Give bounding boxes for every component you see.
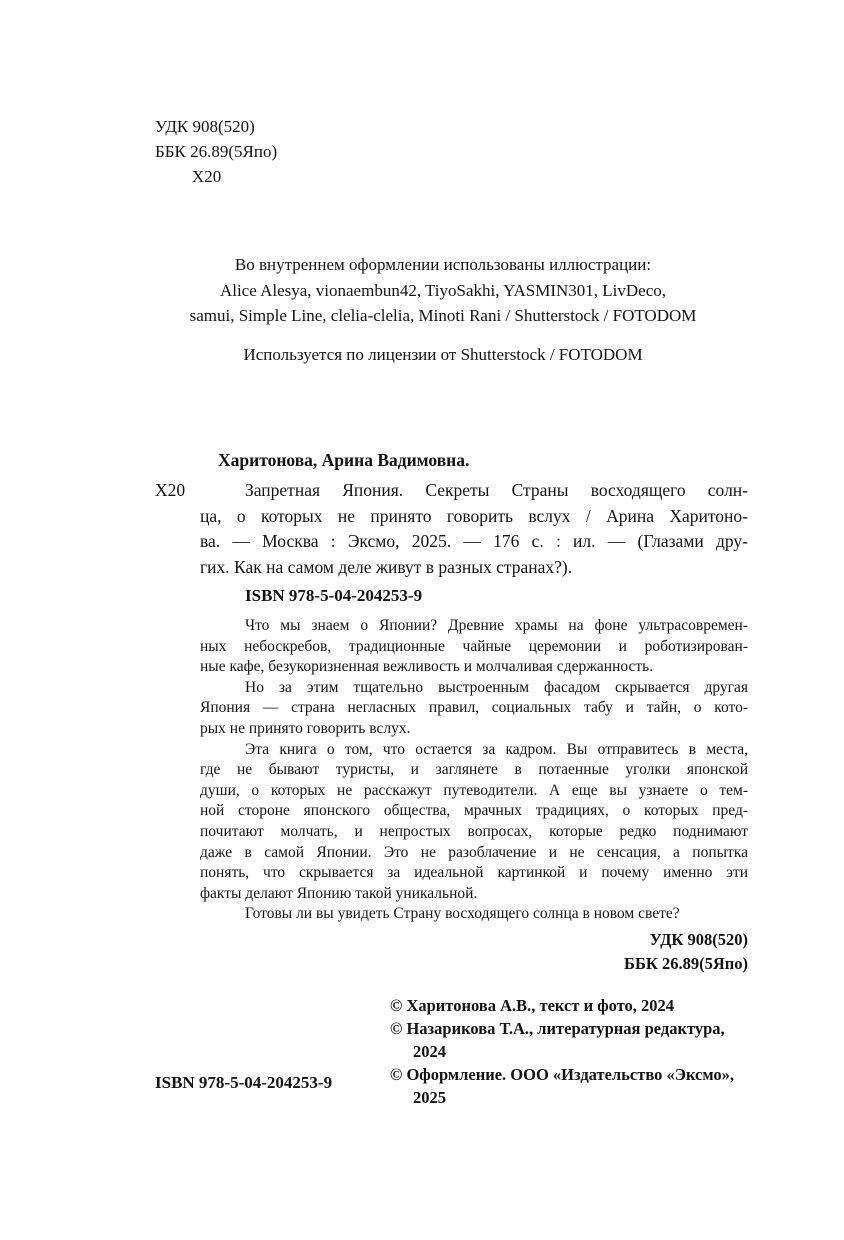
isbn-middle: ISBN 978-5-04-204253-9 [245, 586, 423, 605]
annotation-line: ных небоскребов, традиционные чайные церемонии и роботизирован- [200, 637, 748, 655]
credit-line: Alice Alesya, vionaembun42, TiyoSakhi, YASMIN301, LivDeco, [219, 280, 667, 300]
annotation-line: Что мы знаем о Японии? Древние храмы на фоне ультрасовремен- [245, 617, 748, 634]
bottom-classification [200, 928, 748, 976]
copyright-entry [390, 1063, 755, 1109]
bib-line: ва. — Москва : Эксмо, 2025. — 176 с. : ил. — (Глазами дру- [200, 531, 748, 552]
bib-line: гих. Как на самом деле живут в разных странах?). [200, 557, 573, 578]
license-line: Используется по лицензии от Shutterstock / FOTODOM [243, 344, 643, 364]
author-sign-top: Х20 [192, 167, 222, 186]
margin-author-sign: Х20 [155, 479, 186, 500]
annotation-line: души, о которых не расскажут путеводители. А еще вы узнаете о тем- [200, 781, 748, 799]
copyright-entry [390, 994, 755, 1017]
annotation-line: Готовы ли вы увидеть Страну восходящего солнца в новом свете? [245, 905, 680, 923]
credit-line: samui, Simple Line, clelia-clelia, Minoti Rani / Shutterstock / FOTODOM [189, 306, 697, 325]
annotation-line: понять, что скрывается за идеальной картинкой и почему именно эти [200, 864, 748, 882]
annotation-line: Япония — страна негласных правил, социальных табу и тайн, о кото- [200, 699, 748, 717]
top-classification [155, 114, 277, 189]
copyright-entry [390, 1017, 755, 1063]
bib-line: ца, о которых не принято говорить вслух / Арина Харитоно- [200, 505, 748, 526]
annotation-line: ные кафе, безукоризненная вежливость и молчаливая сдержанность. [200, 658, 654, 676]
annotation-line: рых не принято говорить вслух. [200, 719, 411, 737]
illustration-credits [110, 252, 776, 367]
bbk-bottom: ББК 26.89(5Япо) [624, 954, 748, 973]
annotation-line: где не бывают туристы, и заглянете в потаенные уголки японской [200, 761, 748, 779]
bibliographic-entry [155, 448, 748, 581]
annotation-line: ной стороне японского общества, мрачных традициях, о которых пред- [200, 802, 748, 820]
copyright-continuation: 2025 [413, 1088, 446, 1107]
annotation-line: Эта книга о том, что остается за кадром. Вы отправитесь в места, [245, 740, 748, 758]
bbk-top: ББК 26.89(5Япо) [155, 142, 278, 161]
copyright-continuation: 2024 [413, 1042, 446, 1061]
udk-top: УДК 908(520) [155, 117, 255, 136]
annotation [200, 616, 748, 925]
annotation-line: даже в самой Японии. Это не разоблачение и не сенсация, а попытка [200, 843, 748, 861]
copyright-line: © Назарикова Т.А., литературная редактура, [390, 1019, 725, 1038]
udk-bottom: УДК 908(520) [649, 930, 748, 949]
copyright-line: © Харитонова А.В., текст и фото, 2024 [390, 996, 675, 1015]
copyright-block [390, 994, 755, 1109]
annotation-line: Но за этим тщательно выстроенным фасадом скрывается другая [245, 678, 748, 696]
credit-line: Во внутреннем оформлении использованы иллюстрации: [234, 255, 652, 274]
isbn-bottom: ISBN 978-5-04-204253-9 [155, 1073, 333, 1092]
bib-line: Запретная Япония. Секреты Страны восходящего солн- [245, 479, 748, 500]
author-heading: Харитонова, Арина Вадимовна. [218, 450, 470, 470]
annotation-line: факты делают Японию такой уникальной. [200, 884, 478, 902]
annotation-line: почитают молчать, и непростых вопросах, которые редко поднимают [200, 822, 748, 840]
bib-paragraph [155, 478, 748, 581]
copyright-line: © Оформление. ООО «Издательство «Эксмо», [390, 1065, 735, 1084]
